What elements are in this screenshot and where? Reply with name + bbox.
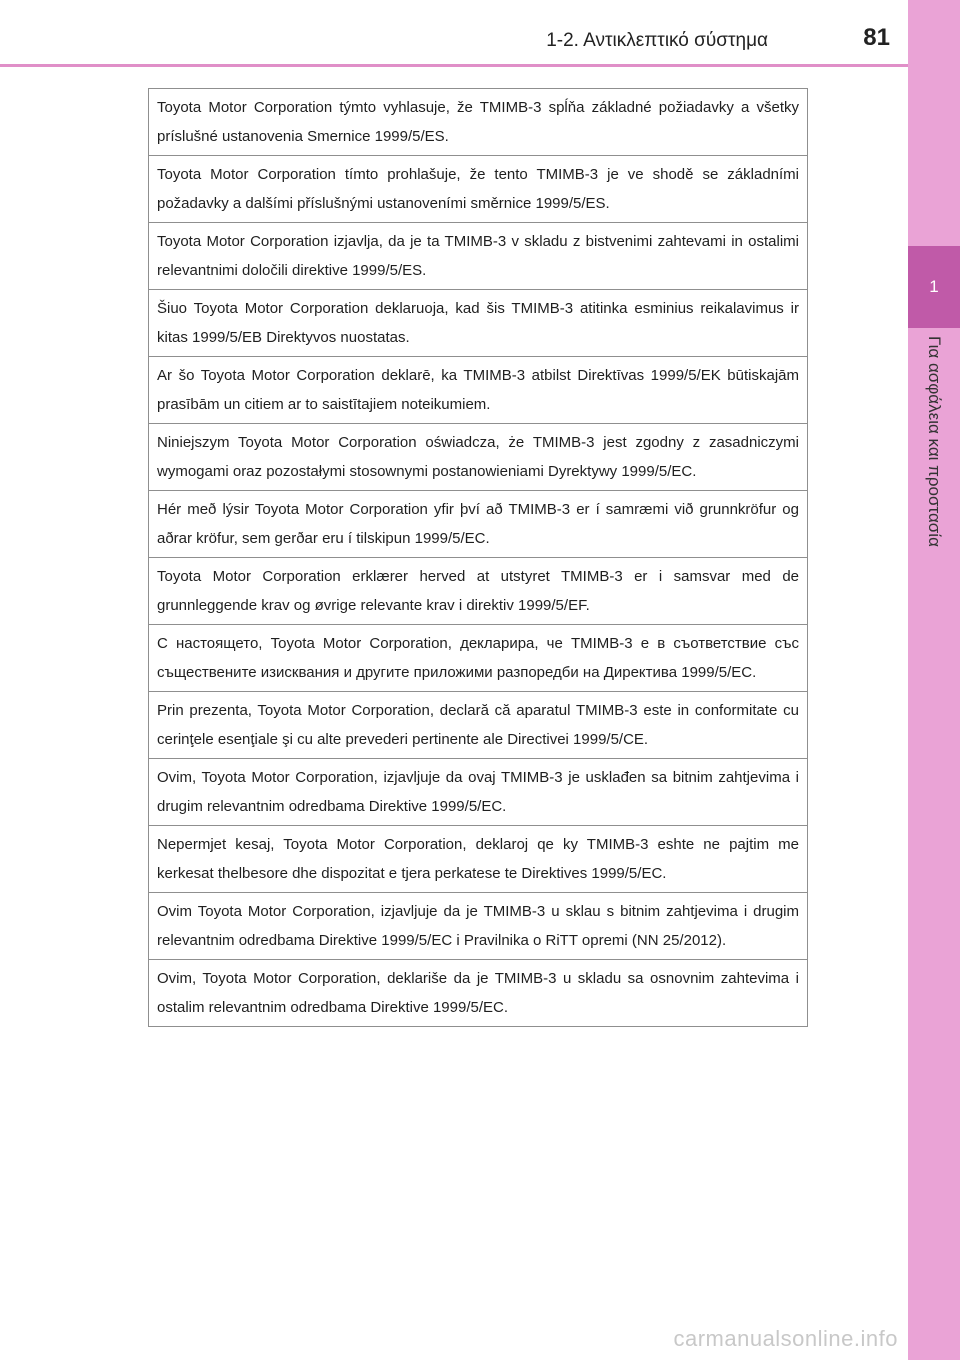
declaration-norwegian: Toyota Motor Corporation erklærer herved at utstyret TMIMB-3 er i samsvar med de grunnleggende krav og øvrige relevante krav i direktiv 1999/5/EF. [149,558,808,625]
table-row [149,223,808,290]
table-row [149,290,808,357]
table-row [149,826,808,893]
table-row [149,759,808,826]
table-row [149,89,808,156]
chapter-number-box [908,246,960,328]
header-rule [0,64,908,67]
declaration-table [148,88,808,1027]
page-number: 81 [863,24,890,51]
table-row [149,692,808,759]
declaration-bosnian: Ovim, Toyota Motor Corporation, izjavljuje da ovaj TMIMB-3 je usklađen sa bitnim zahtjevima i drugim relevantnim odredbama Direktive 1999/5/EC. [149,759,808,826]
declaration-slovenian: Toyota Motor Corporation izjavlja, da je ta TMIMB-3 v skladu z bistvenimi zahtevami in ostalimi relevantnimi določili direktive 1999/5/ES. [149,223,808,290]
table-row [149,424,808,491]
table-row [149,625,808,692]
table-row [149,357,808,424]
table-row [149,558,808,625]
declaration-latvian: Ar šo Toyota Motor Corporation deklarē, ka TMIMB-3 atbilst Direktīvas 1999/5/EK būtiskajām prasībām un citiem ar to saistītajiem noteikumiem. [149,357,808,424]
chapter-title: Για ασφάλεια και προστασία [925,336,944,547]
table-row [149,491,808,558]
declaration-serbian: Ovim, Toyota Motor Corporation, deklariše da je TMIMB-3 u skladu sa osnovnim zahtevima i ostalim relevantnim odredbama Direktive 1999/5/EC. [149,960,808,1027]
declaration-lithuanian: Šiuo Toyota Motor Corporation deklaruoja, kad šis TMIMB-3 atitinka esminius reikalavimus ir kitas 1999/5/EB Direktyvos nuostatas. [149,290,808,357]
page-header [0,0,908,66]
table-row [149,156,808,223]
declaration-icelandic: Hér með lýsir Toyota Motor Corporation yfir því að TMIMB-3 er í samræmi við grunnkröfur og aðrar kröfur, sem gerðar eru í tilskipun 1999/5/EC. [149,491,808,558]
chapter-number: 1 [929,277,939,296]
chapter-side-tab [908,0,960,1360]
declaration-romanian: Prin prezenta, Toyota Motor Corporation, declară că aparatul TMIMB-3 este in conformitate cu cerinţele esenţiale şi cu alte prevederi pertinente ale Directivei 1999/5/CE. [149,692,808,759]
declaration-czech: Toyota Motor Corporation tímto prohlašuje, že tento TMIMB-3 je ve shodě se základními požadavky a dalšími příslušnými ustanoveními směrnice 1999/5/ES. [149,156,808,223]
table-row [149,893,808,960]
section-title: 1-2. Αντικλεπτικό σύστημα [546,30,768,51]
declaration-croatian: Ovim Toyota Motor Corporation, izjavljuje da je TMIMB-3 u sklau s bitnim zahtjevima i drugim relevantnim odredbama Direktive 1999/5/EC i Pravilnika o RiTT opremi (NN 25/2012). [149,893,808,960]
table-row [149,960,808,1027]
declaration-albanian: Nepermjet kesaj, Toyota Motor Corporation, deklaroj qe ky TMIMB-3 eshte ne pajtim me kerkesat thelbesore dhe dispozitat e tjera perkatese te Direktives 1999/5/EC. [149,826,808,893]
watermark: carmanualsonline.info [673,1326,898,1351]
declaration-polish: Niniejszym Toyota Motor Corporation oświadcza, że TMIMB-3 jest zgodny z zasadniczymi wymogami oraz pozostałymi stosownymi postanowieniami Dyrektywy 1999/5/EC. [149,424,808,491]
declaration-bulgarian: С настоящето, Toyota Motor Corporation, декларира, че TMIMB-3 е в съответствие със съществените изисквания и другите приложими разпоредби на Директива 1999/5/EC. [149,625,808,692]
declaration-slovak: Toyota Motor Corporation týmto vyhlasuje, že TMIMB-3 spĺňa základné požiadavky a všetky príslušné ustanovenia Smernice 1999/5/ES. [149,89,808,156]
chapter-title-container [908,336,960,596]
